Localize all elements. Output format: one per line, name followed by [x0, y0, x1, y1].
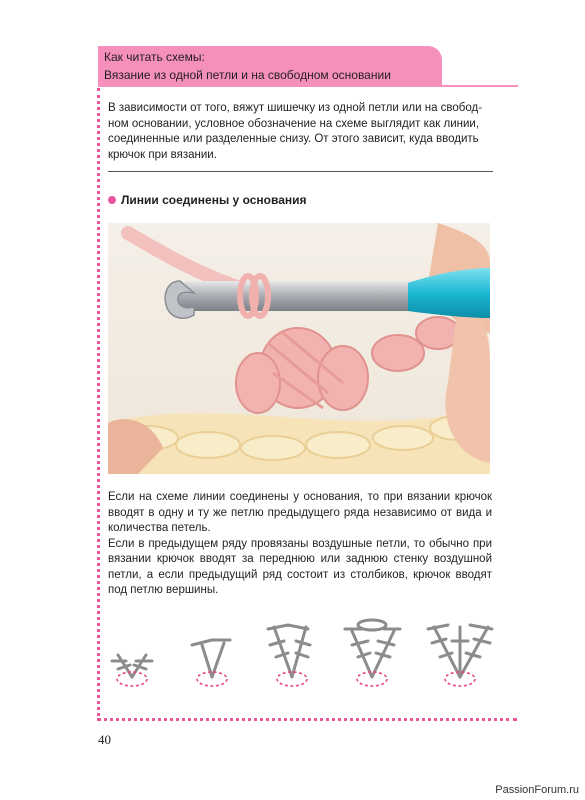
section-heading-text: Линии соединены у основания: [121, 193, 307, 207]
section-heading: [108, 193, 307, 207]
header-underline: [98, 85, 518, 87]
watermark: PassionForum.ru: [495, 784, 579, 796]
v-stitch-symbol-5: [428, 625, 492, 677]
page-number: 40: [98, 732, 111, 747]
body-paragraph-1: Если на схеме линии соединены у основания, то при вязании крючок вводят в одну и ту же петлю предыдущего ряда независимо от вида и количества петель.: [108, 491, 492, 534]
bullet-dot-icon: [108, 196, 116, 204]
stitch-symbols-row: [100, 615, 500, 700]
v-stitch-symbol-4: [345, 620, 400, 677]
dotted-border-bottom: [97, 718, 517, 721]
v-stitch-symbol-3: [268, 625, 310, 677]
chapter-header-line2: Вязание из одной петли и на свободном основании: [104, 68, 391, 82]
intro-paragraph: В зависимости от того, вяжут шишечку из одной петли или на свобод-ном основании, условное обозначение на схеме выглядит как линии, соединенные или разделенные снизу. От этого зависит, куда вводить крючок при вязании.: [108, 102, 483, 161]
insertion-circle-1: [117, 672, 147, 686]
body-text: [108, 490, 492, 599]
v-stitch-symbol-1: [112, 655, 152, 677]
crochet-hook-illustration: [108, 223, 490, 474]
divider: [108, 171, 493, 172]
crochet-hook-photo: [108, 223, 490, 474]
chapter-header-line1: Как читать схемы:: [104, 50, 205, 64]
chapter-header: [98, 46, 442, 86]
stitch-symbols-diagram: [100, 615, 500, 700]
body-paragraph-2: Если в предыдущем ряду провязаны воздушные петли, то обычно при вязании крючок вводят за переднюю или заднюю стенку воздушной петли, а если предыдущий ряд состоит из столбиков, крючок вводят под петлю вершины.: [108, 537, 492, 596]
